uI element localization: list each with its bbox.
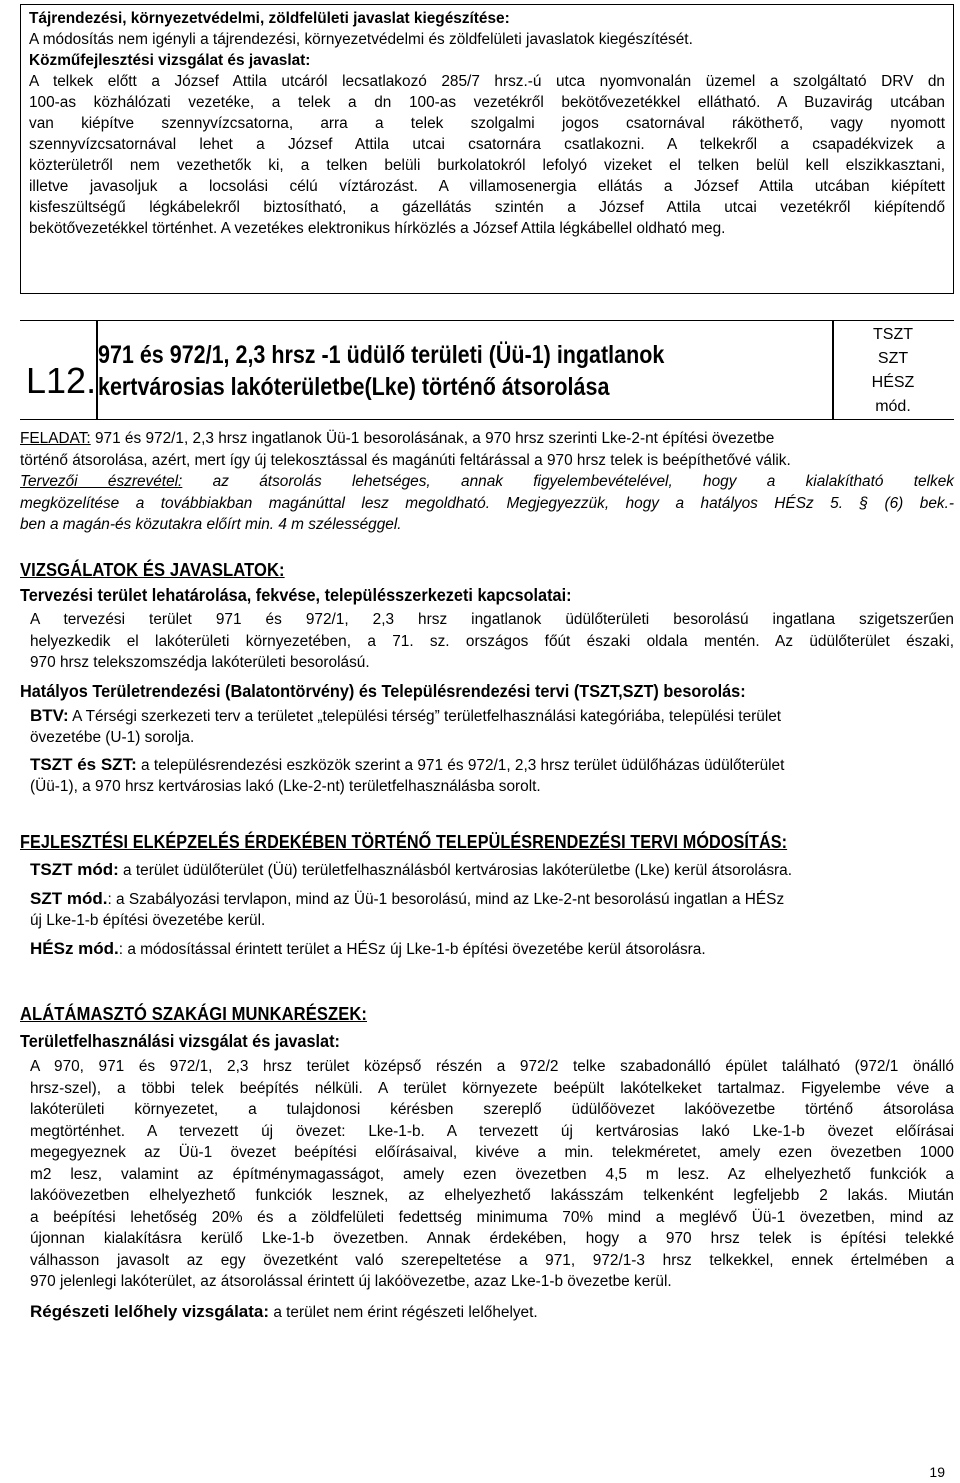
landuse-line: megegyeznek az Üü-1 övezet beépítési előírásaival, kivéve a min. telekméretet, amely ezen övezetben 1000 bbox=[30, 1144, 954, 1161]
note-text: ben a magán-és közutakra előírt min. 4 m szélességgel. bbox=[20, 516, 402, 533]
utilities-heading: Közműfejlesztési vizsgálat és javaslat: bbox=[29, 52, 311, 69]
utilities-line-7: kisfeszültségű légkábelekről biztosítható, a gázellátás szintén a József Attila utcai vezetékről kiépítendő bbox=[29, 199, 945, 216]
btv-text: övezetébe (U-1) sorolja. bbox=[30, 729, 195, 746]
task-text: 971 és 972/1, 2,3 hrsz ingatlanok Üü-1 besorolásának, a 970 hrsz szerinti Lke-2-nt építési övezetbe bbox=[90, 430, 775, 447]
tszt-szt-text: (Üü-1), a 970 hrsz kertvárosias lakó (Lke-2-nt) területfelhasználásba sorolt. bbox=[30, 778, 541, 795]
landuse-line: lakóövezetben elhelyezhető funkciók lesznek, az elhelyezhető lakásszám telkenként legfeljebb 2 lakás. Miután bbox=[30, 1187, 954, 1204]
development-section bbox=[20, 832, 954, 960]
note-text: megközelítése a továbbiakban magánúttal lesz megoldható. Megjegyezzük, hogy a hatályos HÉSz 5. § (6) bek.- bbox=[20, 494, 954, 512]
page-number: 19 bbox=[929, 1464, 945, 1480]
area-text: 970 hrsz telekszomszédja lakóterületi besorolású. bbox=[30, 654, 370, 671]
btv-text: A Térségi szerkezeti terv a területet „települési térség” területfelhasználási kategóriába, települési terület bbox=[68, 707, 782, 725]
infrastructure-box bbox=[20, 4, 954, 294]
szt-mod-label: SZT mód. bbox=[30, 888, 108, 908]
utilities-line-5: közterületről nem vezethetők ki, a telken belüli burkolatokról lefolyó vizeket el telken belül kell elszikkasztani, bbox=[29, 157, 945, 174]
landuse-text bbox=[20, 1056, 954, 1271]
landuse-line: A 970, 971 és 972/1, 2,3 hrsz terület középső részén a 972/2 telke szabadonálló épület található (972/1 önálló bbox=[30, 1058, 954, 1075]
landuse-line: m2 lesz, valamint az építménymagasságot, amely ezen övezetben 4,5 m lesz. Az elhelyezhető funkciók a bbox=[30, 1165, 954, 1183]
landuse-line: a beépítési lehetőség 20% és a zöldfelületi fedettség minimuma 70% mind a meglévő Üü-1 övezetben, mind az bbox=[30, 1208, 954, 1226]
landuse-line: megtörténhet. A tervezett új övezet: Lke-1-b. A tervezett új kertvárosias lakó Lke-1-b övezet előírásai bbox=[30, 1122, 954, 1140]
analysis-section bbox=[20, 560, 954, 798]
zoning-subheading: Hatályos Területrendezési (Balatontörvény) és Településrendezési tervi (TSZT,SZT) besorolás: bbox=[20, 680, 746, 701]
area-subheading: Tervezési terület lehatárolása, fekvése, településszerkezeti kapcsolatai: bbox=[20, 585, 572, 605]
btv-label: BTV: bbox=[30, 705, 69, 725]
utilities-line-1: A telkek előtt a József Attila utcáról lecsatlakozó 285/7 hrsz.-ú utca nyomvonalán üzemel a szolgáltató DRV dn bbox=[29, 73, 945, 90]
landuse-line: hrsz-szel), a többi telek beépítés nélküli. A terület környezete beépült lakótelkeket tartalmaz. Figyelembe véve a bbox=[30, 1079, 954, 1097]
landuse-line: lakóterületi környezetet, a tulajdonosi kérésben szereplő üdülőövezet lakóövezetbe történő átsorolása bbox=[30, 1101, 954, 1118]
utilities-line-2: 100-as közhálózati vezetéke, a telek a dn 100-as vezetékről bekötővezetékkel ellátható. A Buzavirág utcában bbox=[29, 94, 945, 111]
supporting-heading: ALÁTÁMASZTÓ SZAKÁGI MUNKARÉSZEK: bbox=[20, 1004, 368, 1024]
utilities-line-8: bekötővezetékkel történhet. A vezetékes elektronikus hírközlés a József Attila légkábellel oldható meg. bbox=[29, 220, 726, 237]
utilities-line-3: van kiépítve szennyvízcsatorna, arra a telek szolgalmi jogos csatornával rákötheтő, vagy nyomott bbox=[29, 115, 945, 132]
archaeology-label: Régészeti lelőhely vizsgálata: bbox=[30, 1301, 270, 1321]
landscape-text: A módosítás nem igényli a tájrendezési, környezetvédelmi és zöldfelületi javaslatok kiegészítését. bbox=[29, 31, 693, 48]
landuse-line: válhasson javasolt az egy övezetként való szerepeltetése a 971, 972/1-3 hrsz telkekkel, ennek értelmében a bbox=[30, 1251, 954, 1269]
szt-mod-text: : a Szabályozási tervlapon, mind az Üü-1 besorolású, mind az Lke-2-nt besorolású ingatlan a HÉSz bbox=[107, 890, 785, 908]
utilities-line-6: illetve javasoljuk a locsolási célú víztározást. A villamosenergia ellátás a József Attila utcában kiépített bbox=[29, 178, 945, 195]
utilities-line-4: szennyvízcsatornával lehet a József Attila utcai csatornára csatlakozni. A telkekről a csapadékvizek a bbox=[29, 136, 945, 153]
archaeology-text: a terület nem érint régészeti lelőhelyet. bbox=[269, 1303, 538, 1321]
landuse-line: újonnan kialakításra kerülő Lke-1-b övezetben. Annak érdekében, hogy a 970 hrsz telek is építési telekké bbox=[30, 1230, 954, 1247]
landscape-heading: Tájrendezési, környezetvédelmi, zöldfelületi javaslat kiegészítése: bbox=[29, 10, 510, 27]
task-text: történő átsorolása, azért, mert így új telekosztással és magánúti feltárással a 970 hrsz telek is beépíthetővé válik. bbox=[20, 451, 791, 469]
item-header bbox=[20, 320, 954, 420]
item-title: 971 és 972/1, 2,3 hrsz -1 üdülő területi (Üü-1) ingatlanok kertvárosias lakóterületbe(Lke) történő átsorolása bbox=[98, 341, 665, 401]
area-text: A tervezési terület 971 és 972/1, 2,3 hrsz ingatlanok üdülőterületi besorolású ingatlana szigetszerűen bbox=[30, 611, 954, 628]
area-text: helyezkedik el lakóterületi környezetében, a 71. sz. országos főút északi oldala mentén. Az üdülőterület északi, bbox=[30, 632, 954, 650]
task-section bbox=[20, 428, 954, 536]
landuse-subheading: Területfelhasználási vizsgálat és javaslat: bbox=[20, 1031, 340, 1051]
analysis-heading: VIZSGÁLATOK ÉS JAVASLATOK: bbox=[20, 560, 285, 580]
note-label: Tervezői észrevétel: bbox=[20, 473, 183, 490]
item-code: L12. bbox=[26, 360, 97, 401]
landuse-last-line: 970 jelenlegi lakóterület, az átsorolással érintett új lakóövezetbe, azaz Lke-1-b övezetbe kerül. bbox=[30, 1273, 672, 1290]
szt-mod-text: új Lke-1-b építési övezetébe kerül. bbox=[30, 912, 266, 929]
development-heading: FEJLESZTÉSI ELKÉPZELÉS ÉRDEKÉBEN TÖRTÉNŐ TELEPÜLÉSRENDEZÉSI TERVI MÓDOSÍTÁS: bbox=[20, 832, 788, 852]
tszt-szt-label: TSZT és SZT: bbox=[30, 754, 137, 774]
plan-types: TSZT SZT HÉSZ mód. bbox=[871, 326, 915, 415]
tszt-mod-label: TSZT mód: bbox=[30, 860, 119, 879]
tszt-mod-text: a terület üdülőterület (Üü) területfelhasználásból kertvárosias lakóterületbe (Lke) kerül átsorolásra. bbox=[118, 862, 793, 879]
supporting-section bbox=[20, 1004, 954, 1323]
hesz-mod-text: : a módosítással érintett terület a HÉSz új Lke-1-b építési övezetébe kerül átsorolásra. bbox=[118, 940, 706, 958]
hesz-mod-label: HÉSz mód. bbox=[30, 938, 119, 958]
note-text: az átsorolás lehetséges, annak figyelembevételével, hogy a kialakítható telkek bbox=[182, 473, 954, 490]
task-label: FELADAT: bbox=[20, 430, 91, 447]
tszt-szt-text: a településrendezési eszközök szerint a 971 és 972/1, 2,3 hrsz terület üdülőházas üdülőterület bbox=[136, 756, 785, 774]
